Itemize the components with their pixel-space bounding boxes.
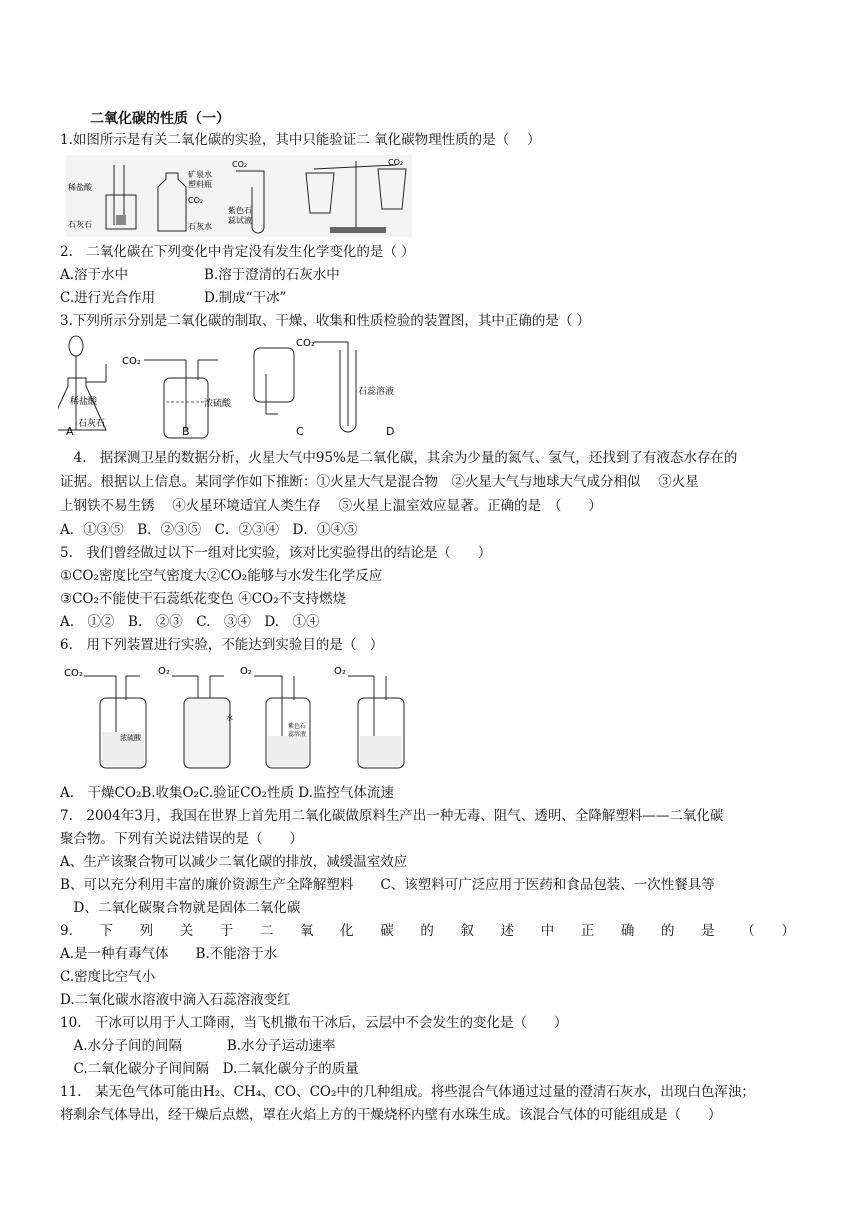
- q1-figure: [66, 155, 412, 237]
- q9-stem-char: 于: [219, 923, 234, 939]
- q9-stem-char: 氧: [300, 923, 314, 939]
- q9-stem-char: 的: [420, 923, 434, 939]
- q7-option-bc: B、可以充分利用丰富的廉价资源生产全降解塑料 C、该塑料可广泛应用于医药和食品包装、一次性餐具等: [60, 877, 715, 893]
- q9-options-ab: A.是一种有毒气体 B.不能溶于水: [60, 946, 278, 962]
- q5-options: A. ①② B. ②③ C. ③④ D. ①④: [60, 614, 320, 630]
- q10-options-ab: A.水分子间的间隔 B.水分子运动速率: [60, 1038, 336, 1054]
- q1-label-bottle: 塑料瓶: [188, 180, 212, 189]
- q2-stem: 2. 二氧化碳在下列变化中肯定没有发生化学变化的是（ ）: [60, 244, 415, 260]
- q9-stem-char: 的: [661, 923, 675, 939]
- q3-label-hcl: 稀盐酸: [70, 397, 98, 407]
- q6-label-o2-c: O₂: [334, 666, 346, 677]
- q3-option-d: D: [386, 425, 395, 438]
- q9-stem: [60, 921, 795, 941]
- worksheet-title: 二氧化碳的性质（一）: [90, 111, 230, 127]
- q6-label-o2-b: O₂: [240, 666, 252, 677]
- q6-label-litmus2: 蕊溶液: [288, 731, 307, 738]
- q9-option-d: D.二氧化碳水溶液中滴入石蕊溶液变红: [60, 992, 291, 1008]
- q2-option-b: B.溶于澄清的石灰水中: [204, 267, 340, 283]
- q9-stem-char: 碳: [380, 923, 394, 939]
- q6-label-co2: CO₂: [64, 668, 83, 679]
- q6-label-o2: O₂: [158, 666, 170, 677]
- q9-stem-char: 关: [179, 923, 194, 939]
- q2-option-c: C.进行光合作用: [60, 290, 156, 306]
- q1-label-litmus: 紫色石: [228, 206, 252, 215]
- q11-line1: 11. 某无色气体可能由H₂、CH₄、CO、CO₂中的几种组成。将些混合气体通过过量的澄清石灰水，出现白色浑浊；: [60, 1084, 755, 1100]
- q1-label-hcl: 稀盐酸: [68, 183, 92, 192]
- q3-label-co2: CO₂: [122, 356, 141, 367]
- q9-stem-char: 列: [139, 923, 154, 939]
- q4-line3: 上钢铁不易生锈 ④火星环境适宜人类生存 ⑤火星上温室效应显著。正确的是 （ ）: [60, 498, 602, 514]
- q9-option-c: C.密度比空气小: [60, 969, 156, 985]
- q9-stem-char: 正: [580, 923, 595, 939]
- q5-conclusion-2: ③CO₂不能使干石蕊纸花变色 ④CO₂不支持燃烧: [60, 591, 347, 607]
- q6-label-water: 水: [226, 714, 233, 722]
- q1-stem: 1.如图所示是有关二氧化碳的实验，其中只能验证二 氧化碳物理性质的是（ ）: [60, 132, 541, 148]
- q9-stem-char: 中: [540, 923, 555, 939]
- q5-stem: 5. 我们曾经做过以下一组对比实验，该对比实验得出的结论是（ ）: [60, 545, 492, 561]
- q3-option-b: B: [182, 425, 190, 438]
- q7-option-d: D、二氧化碳聚合物就是固体二氧化碳: [60, 900, 301, 916]
- q9-stem-char: 二: [259, 923, 274, 939]
- q3-stem: 3.下列所示分别是二氧化碳的制取、干燥、收集和性质检验的装置图，其中正确的是（ ）: [60, 313, 591, 329]
- q3-label-limestone: 石灰石: [78, 419, 106, 429]
- q7-line2: 聚合物。下列有关说法错误的是（ ）: [60, 831, 303, 847]
- q3-label-co2-d: CO₂: [296, 338, 315, 349]
- q4-options: A．①③⑤ B．②③⑤ C．②③④ D．①④⑤: [60, 522, 358, 538]
- q1-label-limestone: 石灰石: [68, 220, 92, 229]
- q3-option-c: C: [296, 425, 304, 438]
- q9-stem-char: 叙: [460, 923, 474, 939]
- q5-conclusion-1: ①CO₂密度比空气密度大②CO₂能够与水发生化学反应: [60, 568, 383, 584]
- q3-label-h2so4: 浓硫酸: [204, 399, 232, 409]
- q10-stem: 10. 干冰可以用于人工降雨，当飞机撒布干冰后，云层中不会发生的变化是（ ）: [60, 1015, 568, 1031]
- q6-stem: 6. 用下列装置进行实验，不能达到实验目的是（ ）: [60, 637, 384, 653]
- q6-figure: [60, 660, 420, 772]
- q2-option-a: A.溶于水中: [60, 267, 129, 283]
- q11-line2: 将剩余气体导出，经干燥后点燃，罩在火焰上方的干燥烧杯内壁有水珠生成。该混合气体的可能组成是（ ）: [60, 1107, 722, 1123]
- q9-stem-char: 述: [500, 923, 515, 939]
- q1-label-co2: CO₂: [188, 196, 204, 205]
- q3-option-a: A: [66, 425, 74, 438]
- q10-options-cd: C.二氧化碳分子间间隔 D.二氧化碳分子的质量: [60, 1061, 359, 1077]
- q4-line2: 证据。根据以上信息。某同学作如下推断：①火星大气是混合物 ②火星大气与地球大气成分相似 ③火星: [60, 474, 699, 490]
- q7-line1: 7. 2004年3月，我国在世界上首先用二氧化碳做原料生产出一种无毒、阻气、透明、全降解塑料——二氧化碳: [60, 808, 724, 824]
- q7-option-a: A、生产该聚合物可以减少二氧化碳的排放，减缓温室效应: [60, 854, 408, 870]
- q9-stem-char: ）: [781, 923, 795, 939]
- q3-label-litmus: 石蕊溶液: [358, 387, 395, 397]
- q4-line1: 4. 据探测卫星的数据分析，火星大气中95%是二氧化碳，其余为少量的氮气、氢气，还找到了有液态水存在的: [60, 450, 738, 466]
- q1-label-water: 矿泉水: [188, 170, 212, 179]
- q6-options: A. 干燥CO₂B.收集O₂C.验证CO₂性质 D.监控气体流速: [60, 785, 394, 801]
- q9-stem-char: 确: [620, 923, 635, 939]
- q1-label-co2-c: CO₂: [388, 158, 404, 167]
- q6-label-conc: 浓硫酸: [120, 734, 141, 742]
- q2-option-d: D.制成“干冰”: [204, 290, 287, 306]
- q9-stem-char: 化: [340, 923, 354, 939]
- q6-label-litmus: 紫色石: [288, 723, 307, 730]
- q1-label-co2-b: CO₂: [232, 160, 248, 169]
- q3-figure: [58, 334, 418, 442]
- q9-stem-char: 下: [99, 923, 113, 939]
- q1-label-litmus2: 蕊试液: [228, 216, 252, 225]
- q9-stem-char: 是: [701, 923, 715, 939]
- q9-stem-char: （: [741, 923, 755, 939]
- q9-stem-char: 9.: [60, 923, 73, 939]
- q1-label-limewater: 石灰水: [188, 222, 212, 231]
